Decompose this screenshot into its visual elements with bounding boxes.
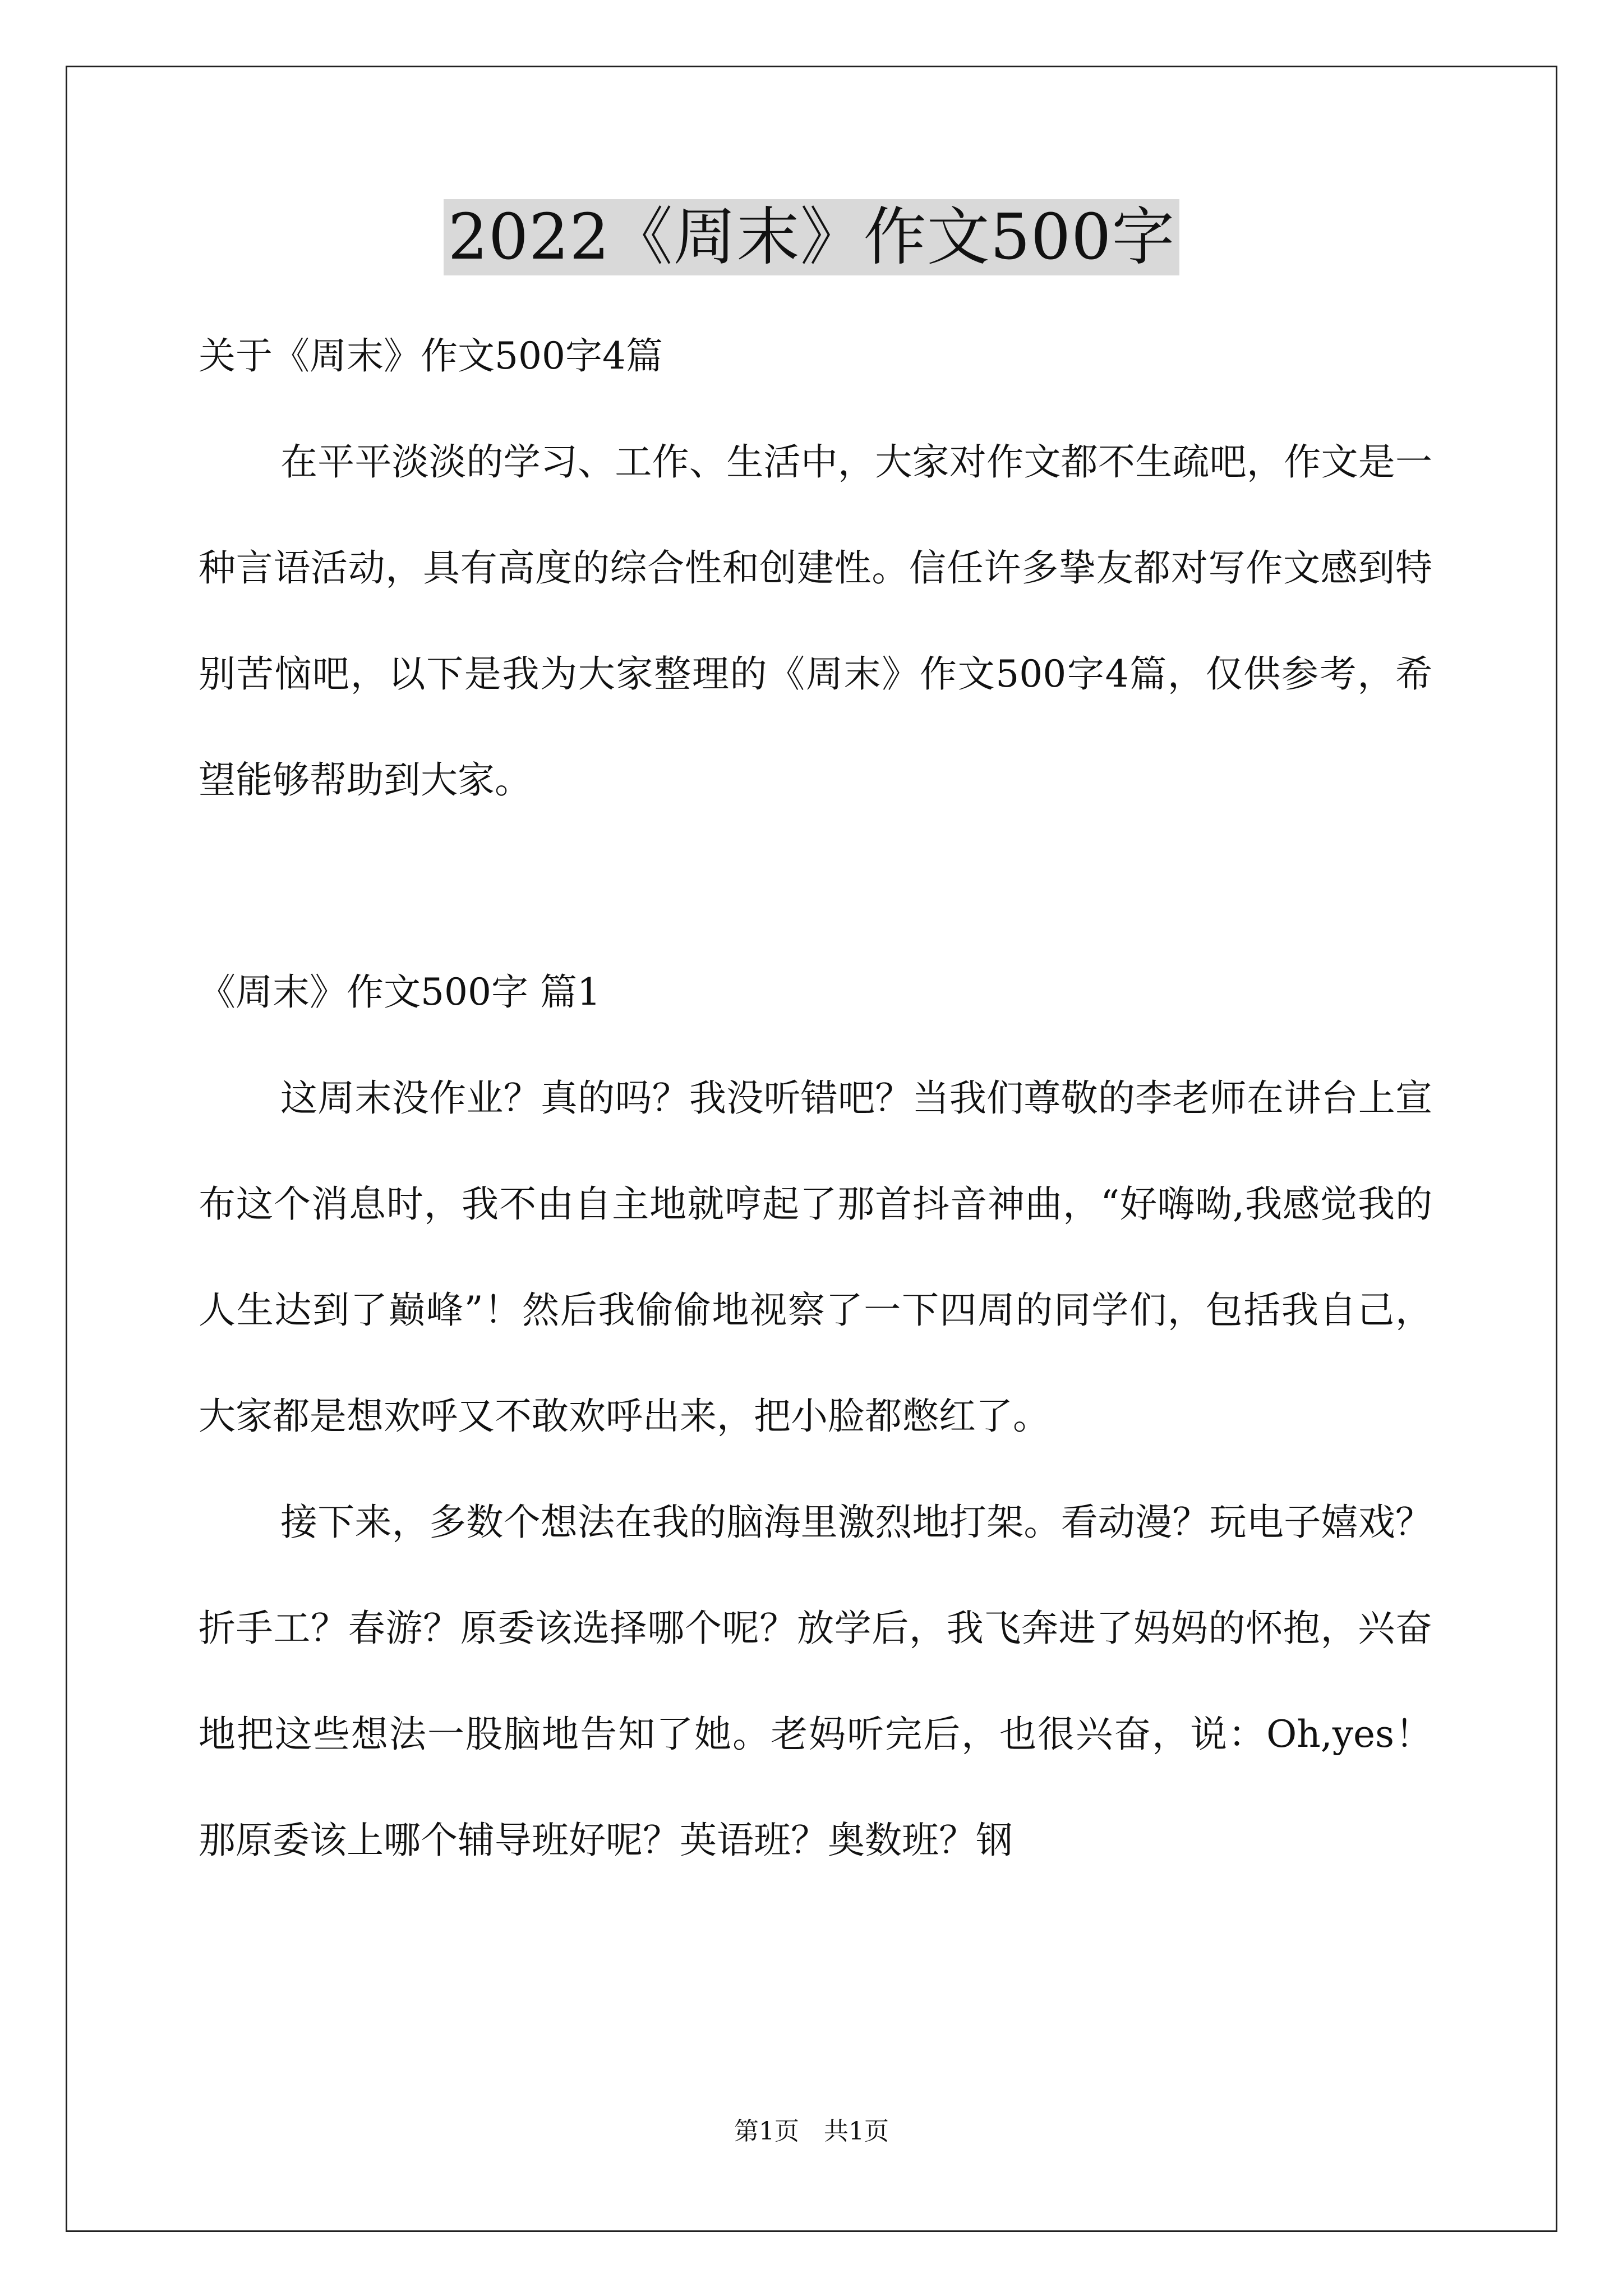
section-heading: 《周末》作文500字 篇1 [199, 970, 601, 1014]
title-block [0, 199, 1623, 275]
intro-paragraph: 在平平淡淡的学习、工作、生活中，大家对作文都不生疏吧，作文是一种言语活动，具有高度的综合性和创建性。信任许多挚友都对写作文感到特别苦恼吧，以下是我为大家整理的《周末》作文500字4篇，仅供参考，希望能够帮助到大家。 [199, 440, 1432, 802]
body-paragraph-1: 这周末没作业？真的吗？我没听错吧？当我们尊敬的李老师在讲台上宣布这个消息时，我不由自主地就哼起了那首抖音神曲，“好嗨呦,我感觉我的人生达到了巅峰”！然后我偷偷地视察了一下四周的同学们，包括我自己，大家都是想欢呼又不敢欢呼出来，把小脸都憋红了。 [199, 1076, 1432, 1438]
page-footer: 第1页 共1页 [734, 2117, 889, 2146]
document-subtitle: 关于《周末》作文500字4篇 [199, 334, 663, 378]
paragraph-spacer [199, 833, 1432, 939]
document-body [199, 303, 1432, 1893]
document-title: 2022《周末》作文500字 [444, 199, 1180, 275]
body-paragraph-2: 接下来，多数个想法在我的脑海里激烈地打架。看动漫？玩电子嬉戏？折手工？春游？原委该选择哪个呢？放学后，我飞奔进了妈妈的怀抱，兴奋地把这些想法一股脑地告知了她。老妈听完后，也很兴奋，说：Oh,yes！那原委该上哪个辅导班好呢？英语班？奥数班？钢 [199, 1501, 1432, 1862]
